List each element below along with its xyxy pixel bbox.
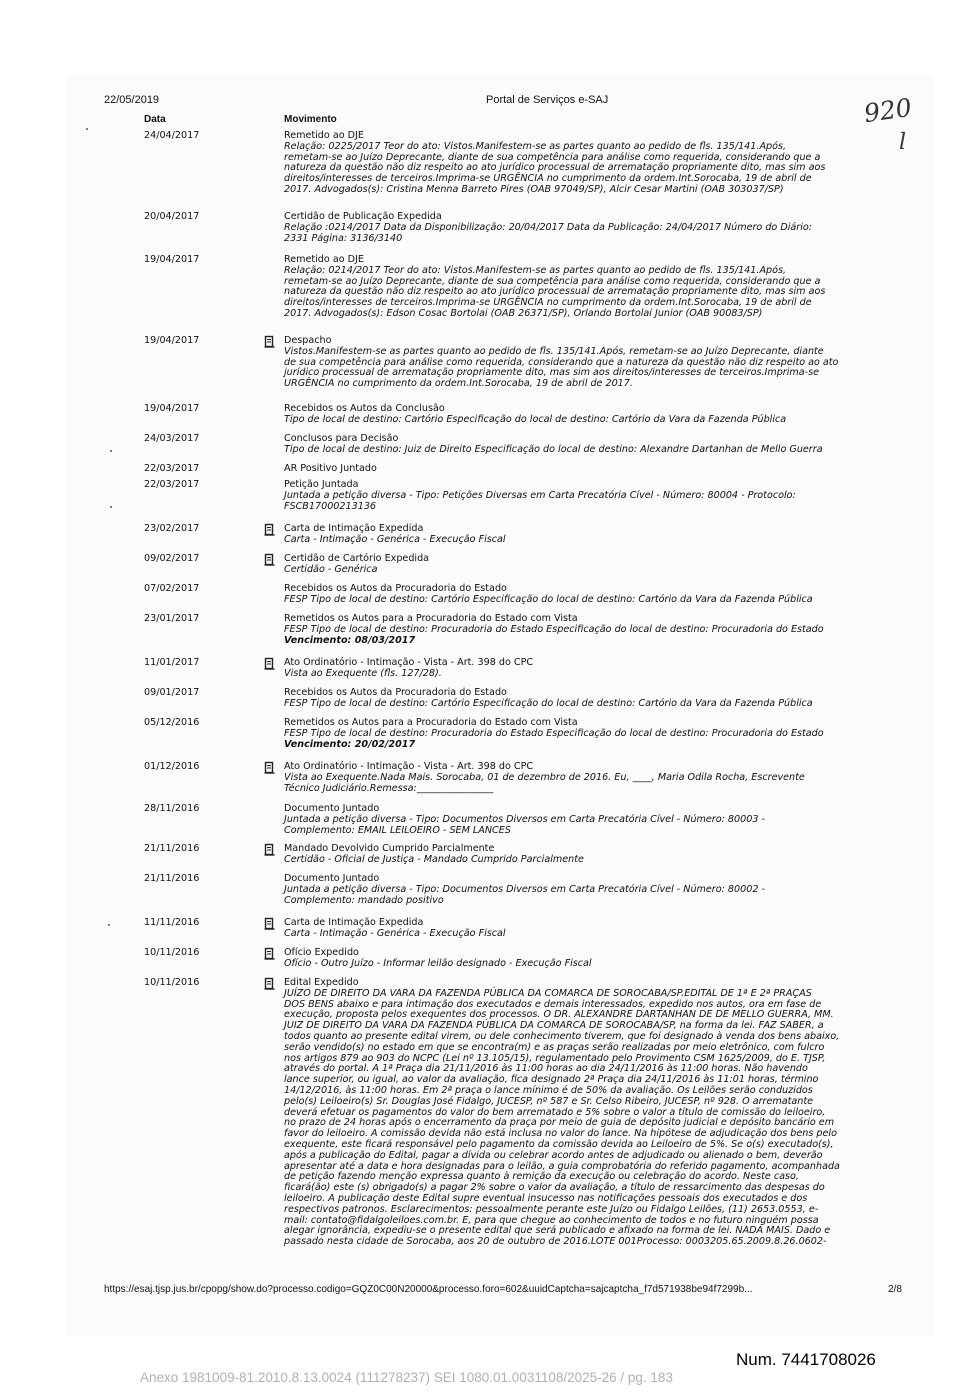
handwritten-page-number: 920 (862, 92, 914, 129)
movement-title: Ofício Expedido (284, 947, 359, 958)
movement-description-line: todos quanto ao presente edital virem, ou dele conhecimento tiverem, que foi designado à venda dos bens abaixo, (284, 1030, 840, 1042)
movement-content (284, 804, 864, 836)
movement-content (284, 762, 864, 794)
movement-title: Remetido ao DJE (284, 254, 364, 265)
movement-description-line: direitos/interesses de terceiros.Imprima-se URGÊNCIA no cumprimento da ordem.Int.Sorocaba, 19 de abril de (284, 173, 812, 185)
movement-date: 11/11/2016 (144, 917, 200, 928)
movement-content (284, 844, 864, 866)
movement-description-line: 2017. Advogados(s): Cristina Menna Barreto Pires (OAB 97049/SP), Alcir Cesar Martini (OAB 303037/SP) (284, 183, 784, 195)
movement-date: 10/11/2016 (144, 977, 200, 988)
movement-content (284, 434, 864, 456)
movement-description-line: após a publicação do Edital, pagar a dívida ou celebrar acordo antes de adjudicado ou alienado o bem, deverão (284, 1149, 823, 1161)
movement-description-line: FESP Tipo de local de destino: Cartório Especificação do local de destino: Cartório da Vara da Fazenda Pública (284, 593, 813, 605)
scan-speck (108, 924, 110, 926)
document-number: Num. 7441708026 (736, 1350, 876, 1369)
movement-date: 24/04/2017 (144, 130, 200, 141)
movement-description-line: JUÍZO DE DIREITO DA VARA DA FAZENDA PÚBLICA DA COMARCA DE SOROCABA/SP.EDITAL DE 1ª E 2ª PRAÇAS (284, 987, 812, 999)
movement-content (284, 658, 864, 680)
movement-description-line: Carta - Intimação - Genérica - Execução Fiscal (284, 533, 506, 545)
movement-description-line: Vista ao Exequente (fls. 127/28). (284, 667, 442, 679)
movement-title: Ato Ordinatório - Intimação - Vista - Art. 398 do CPC (284, 761, 534, 772)
movement-description-line: passado nesta cidade de Sorocaba, aos 20 de outubro de 2016.LOTE 001Processo: 0003205.65.2009.8.26.0602- (284, 1236, 827, 1248)
movement-description-line: remetam-se ao Juízo Deprecante, diante de sua competência para análise como requerida, considerando que a (284, 151, 821, 163)
due-date: Vencimento: 08/03/2017 (284, 634, 416, 646)
movement-description-line: Complemento: mandado positivo (284, 894, 444, 906)
movement-content (284, 978, 864, 1248)
movement-title: Edital Expedido (284, 977, 359, 988)
movement-content (284, 584, 864, 606)
document-icon[interactable] (264, 553, 275, 566)
movement-date: 10/11/2016 (144, 947, 200, 958)
movement-title: Recebidos os Autos da Procuradoria do Estado (284, 583, 507, 594)
movement-date: 07/02/2017 (144, 583, 200, 594)
movement-title: Carta de Intimação Expedida (284, 523, 424, 534)
movement-description-line: no prazo de 24 horas após o encerramento da praça por meio de guia de depósito judicial e depósito bancário em (284, 1117, 835, 1129)
movement-title: Recebidos os Autos da Procuradoria do Estado (284, 687, 507, 698)
movement-date: 11/01/2017 (144, 657, 200, 668)
movement-description-line: através do portal. A 1ª Praça dia 21/11/2016 às 11:00 horas ao dia 24/11/2016 às 11:00 horas. Não havendo (284, 1063, 808, 1075)
movement-description-line: Carta - Intimação - Genérica - Execução Fiscal (284, 927, 506, 939)
document-icon[interactable] (264, 977, 275, 990)
movement-date: 20/04/2017 (144, 211, 200, 222)
movement-content (284, 718, 864, 750)
movement-description-line: alegar ignorância, expediu-se o presente edital que será publicado e afixado na forma de lei. NADA MAIS. Dado e (284, 1225, 831, 1237)
movement-date: 01/12/2016 (144, 761, 200, 772)
column-movement: Movimento (284, 114, 337, 125)
movement-description-line: Tipo de local de destino: Cartório Especificação do local de destino: Cartório da Vara da Fazenda Pública (284, 413, 787, 425)
movement-content (284, 614, 864, 646)
movement-description-line: Certidão - Oficial de Justiça - Mandado Cumprido Parcialmente (284, 853, 584, 865)
print-date: 22/05/2019 (104, 94, 160, 106)
movement-title: Remetido ao DJE (284, 130, 364, 141)
movement-date: 23/02/2017 (144, 523, 200, 534)
movement-description-line: Técnico Judiciário.Remessa:________________ (284, 782, 494, 794)
movement-content (284, 554, 864, 576)
movement-description-line: 14/12/2016, às 11:00 horas. Em 2ª praça o lance mínimo é de 50% da avaliação. Os Leilões serão conduzidos (284, 1084, 813, 1096)
movement-description-line: deverá efetuar os pagamentos do valor do bem arrematado e 5% sobre o valor a título de comissão do leiloeiro, (284, 1106, 826, 1118)
movement-description-line: Vistos.Manifestem-se as partes quanto ao pedido de fls. 135/141.Após, remetam-se ao Juízo Deprecante, diante (284, 345, 824, 357)
movement-content (284, 480, 864, 512)
document-icon[interactable] (264, 335, 275, 348)
movement-title: Remetidos os Autos para a Procuradoria do Estado com Vista (284, 717, 578, 728)
movement-date: 22/03/2017 (144, 479, 200, 490)
document-icon[interactable] (264, 917, 275, 930)
movement-description-line: pelo(s) Leiloeiro(s) Sr. Douglas José Fidalgo, JUCESP, nº 587 e Sr. Celso Ribeiro, JUCESP, nº 928. O arrematante (284, 1095, 813, 1107)
document-icon[interactable] (264, 761, 275, 774)
movement-description-line: Juntada a petição diversa - Tipo: Petições Diversas em Carta Precatória Cível - Número: 80004 - Protocolo: (284, 489, 796, 501)
movement-description-line: FESP Tipo de local de destino: Procuradoria do Estado Especificação do local de destino: Procuradoria do Estado (284, 623, 824, 635)
movement-date: 28/11/2016 (144, 803, 200, 814)
movement-description-line: Complemento: EMAIL LEILOEIRO - SEM LANCES (284, 824, 511, 836)
movement-content (284, 918, 864, 940)
movement-description-line: Relação :0214/2017 Data da Disponibilização: 20/04/2017 Data da Publicação: 24/04/2017 Número do Diário: (284, 221, 812, 233)
movement-content (284, 524, 864, 546)
movement-date: 19/04/2017 (144, 335, 200, 346)
movement-title: Remetidos os Autos para a Procuradoria do Estado com Vista (284, 613, 578, 624)
movement-content (284, 336, 864, 390)
movement-description-line: 2017. Advogados(s): Edson Cosac Bortolai (OAB 26371/SP), Orlando Bortolai Junior (OAB 90083/SP) (284, 307, 763, 319)
scan-speck (86, 128, 88, 130)
document-icon[interactable] (264, 657, 275, 670)
movement-description-line: respectivos patronos. Esclarecimentos: pessoalmente perante este Juízo ou Fidalgo Leilões, (11) 2653.0553, e- (284, 1203, 819, 1215)
movement-description-line: 2331 Página: 3136/3140 (284, 232, 403, 244)
movement-content (284, 464, 864, 475)
movement-description-line: Certidão - Genérica (284, 563, 378, 575)
movement-description-line: FSCB17000213136 (284, 500, 377, 512)
document-icon[interactable] (264, 523, 275, 536)
movement-content (284, 688, 864, 710)
movement-description-line: natureza da questão não diz respeito ao ato jurídico processual de arrematação propriamente dito, mas sim aos (284, 286, 826, 298)
movement-description-line: Tipo de local de destino: Juiz de Direito Especificação do local de destino: Alexandre Dartanhan de Mello Guerra (284, 443, 823, 455)
movement-date: 22/03/2017 (144, 463, 200, 474)
movement-description-line: Juntada a petição diversa - Tipo: Documentos Diversos em Carta Precatória Cível - Número: 80003 - (284, 813, 765, 825)
movement-date: 09/02/2017 (144, 553, 200, 564)
movement-title: Despacho (284, 335, 332, 346)
movement-description-line: Juntada a petição diversa - Tipo: Documentos Diversos em Carta Precatória Cível - Número: 80002 - (284, 883, 765, 895)
movement-title: Conclusos para Decisão (284, 433, 399, 444)
movement-date: 09/01/2017 (144, 687, 200, 698)
column-date: Data (144, 114, 166, 125)
movement-description-line: apresentar até a data e hora designadas para o leilão, a guia comprobatória do referido pagamento, acompanhada (284, 1160, 840, 1172)
movement-title: Certidão de Cartório Expedida (284, 553, 430, 564)
movement-title: Recebidos os Autos da Conclusão (284, 403, 445, 414)
movement-content (284, 948, 864, 970)
movement-content (284, 212, 864, 244)
movement-date: 23/01/2017 (144, 613, 200, 624)
movement-title: AR Positivo Juntado (284, 463, 377, 474)
movement-title: Petição Juntada (284, 479, 359, 490)
movement-content (284, 874, 864, 906)
movement-description-line: remetam-se ao Juízo Deprecante, diante de sua competência para análise como requerida, considerando que a (284, 275, 821, 287)
scan-speck (110, 450, 112, 452)
movement-date: 19/04/2017 (144, 254, 200, 265)
movement-title: Documento Juntado (284, 803, 380, 814)
handwritten-mark: l (898, 130, 906, 155)
movement-description-line: URGÊNCIA no cumprimento da ordem.Int.Sorocaba, 19 de abril de 2017. (284, 378, 633, 390)
movement-title: Ato Ordinatório - Intimação - Vista - Art. 398 do CPC (284, 657, 534, 668)
movement-content (284, 131, 864, 196)
movement-title: Certidão de Publicação Expedida (284, 211, 442, 222)
movement-date: 05/12/2016 (144, 717, 200, 728)
movement-content (284, 404, 864, 426)
movement-description-line: serão vendido(s) no estado em que se encontra(m) e as praças serão realizadas por meio eletrônico, com fulcro (284, 1041, 825, 1053)
print-title: Portal de Serviços e-SAJ (486, 94, 609, 106)
movement-description-line: FESP Tipo de local de destino: Cartório Especificação do local de destino: Cartório da Vara da Fazenda Pública (284, 697, 813, 709)
movement-date: 24/03/2017 (144, 433, 200, 444)
movement-description-line: de sua competência para análise como requerida, considerando que a natureza da questão não diz respeito ao ato (284, 356, 839, 368)
movement-description-line: Relação: 0214/2017 Teor do ato: Vistos.Manifestem-se as partes quanto ao pedido de fls. 135/141.Após, (284, 264, 787, 276)
movement-description-line: lance superior, ou igual, ao valor da avaliação, fica designado 2ª Praça dia 24/11/2016 às 11:01 horas, término (284, 1074, 819, 1086)
scanned-page (66, 74, 934, 1336)
movement-description-line: exequente, este ficará responsável pelo pagamento da comissão devida ao Leiloeiro de 5%. Se o(s) executado(s), (284, 1138, 834, 1150)
movement-description-line: Relação: 0225/2017 Teor do ato: Vistos.Manifestem-se as partes quanto ao pedido de fls. 135/141.Após, (284, 140, 787, 152)
movement-title: Documento Juntado (284, 873, 380, 884)
movement-date: 21/11/2016 (144, 843, 200, 854)
document-icon[interactable] (264, 947, 275, 960)
annex-reference: Anexo 1981009-81.2010.8.13.0024 (111278237) SEI 1080.01.0031108/2025-26 / pg. 183 (140, 1370, 673, 1385)
movement-date: 19/04/2017 (144, 403, 200, 414)
movement-description-line: Ofício - Outro Juízo - Informar leilão designado - Execução Fiscal (284, 957, 592, 969)
movement-description-line: de petição fazendo menção expressa quanto à remição da execução ou celebração do acordo. Neste caso, (284, 1171, 799, 1183)
scan-speck (110, 506, 112, 508)
movement-description-line: jurídico processual de arrematação propriamente dito, mas sim aos direitos/interesses de terceiros.Imprima-se (284, 367, 819, 379)
movement-title: Mandado Devolvido Cumprido Parcialmente (284, 843, 495, 854)
movement-description-line: Vista ao Exequente.Nada Mais. Sorocaba, 01 de dezembro de 2016. Eu, ____, Maria Odila Rocha, Escrevente (284, 771, 805, 783)
movement-description-line: natureza da questão não diz respeito ao ato jurídico processual de arrematação propriamente dito, mas sim aos (284, 162, 826, 174)
column-header (66, 114, 934, 128)
due-date: Vencimento: 20/02/2017 (284, 738, 416, 750)
movement-description-line: direitos/interesses de terceiros.Imprima-se URGÊNCIA no cumprimento da ordem.Int.Sorocaba, 19 de abril de (284, 297, 812, 309)
movement-description-line: DOS BENS abaixo e para intimação dos executados e demais interessados, expedido nos autos, ora em fase de (284, 998, 822, 1010)
movement-description-line: leiloeiro. A publicação deste Edital supre eventual insucesso nas notificações pessoais dos executados e dos (284, 1192, 808, 1204)
footer-page-number: 2/8 (888, 1284, 902, 1295)
movement-date: 21/11/2016 (144, 873, 200, 884)
movement-description-line: ficará(ão) este (s) obrigado(s) a pagar 2% sobre o valor da avaliação, a título de ressarcimento das despesas do (284, 1182, 825, 1194)
movement-description-line: nos artigos 879 ao 903 do NCPC (Lei nº 13.105/15), regulamentado pelo Provimento CSM 1625/2009, do E. TJSP, (284, 1052, 826, 1064)
movement-title: Carta de Intimação Expedida (284, 917, 424, 928)
movement-content (284, 255, 864, 320)
movement-description-line: favor do leiloeiro. A comissão devida não está inclusa no valor do lance. Na hipótese de adjudicação dos bens pelo (284, 1128, 837, 1140)
movement-description-line: JUIZ DE DIREITO DA VARA DA FAZENDA PÚBLICA DA COMARCA DE SOROCABA/SP, na forma da lei. FAZ SABER, a (284, 1020, 824, 1032)
movement-description-line: execução, proposta pelos exequentes dos processos. O DR. ALEXANDRE DARTANHAN DE DE MELLO GUERRA, MM. (284, 1009, 834, 1021)
movement-description-line: mail: contato@fidalgoleiloes.com.br. E, para que chegue ao conhecimento de todos e no futuro ninguém possa (284, 1214, 819, 1226)
document-icon[interactable] (264, 843, 275, 856)
footer-url: https://esaj.tjsp.jus.br/cpopg/show.do?processo.codigo=GQZ0C00N20000&processo.foro=602&uuidCaptcha=sajcaptcha_f7d571938be94f7299b... (104, 1284, 753, 1295)
movement-description-line: FESP Tipo de local de destino: Procuradoria do Estado Especificação do local de destino: Procuradoria do Estado (284, 727, 824, 739)
